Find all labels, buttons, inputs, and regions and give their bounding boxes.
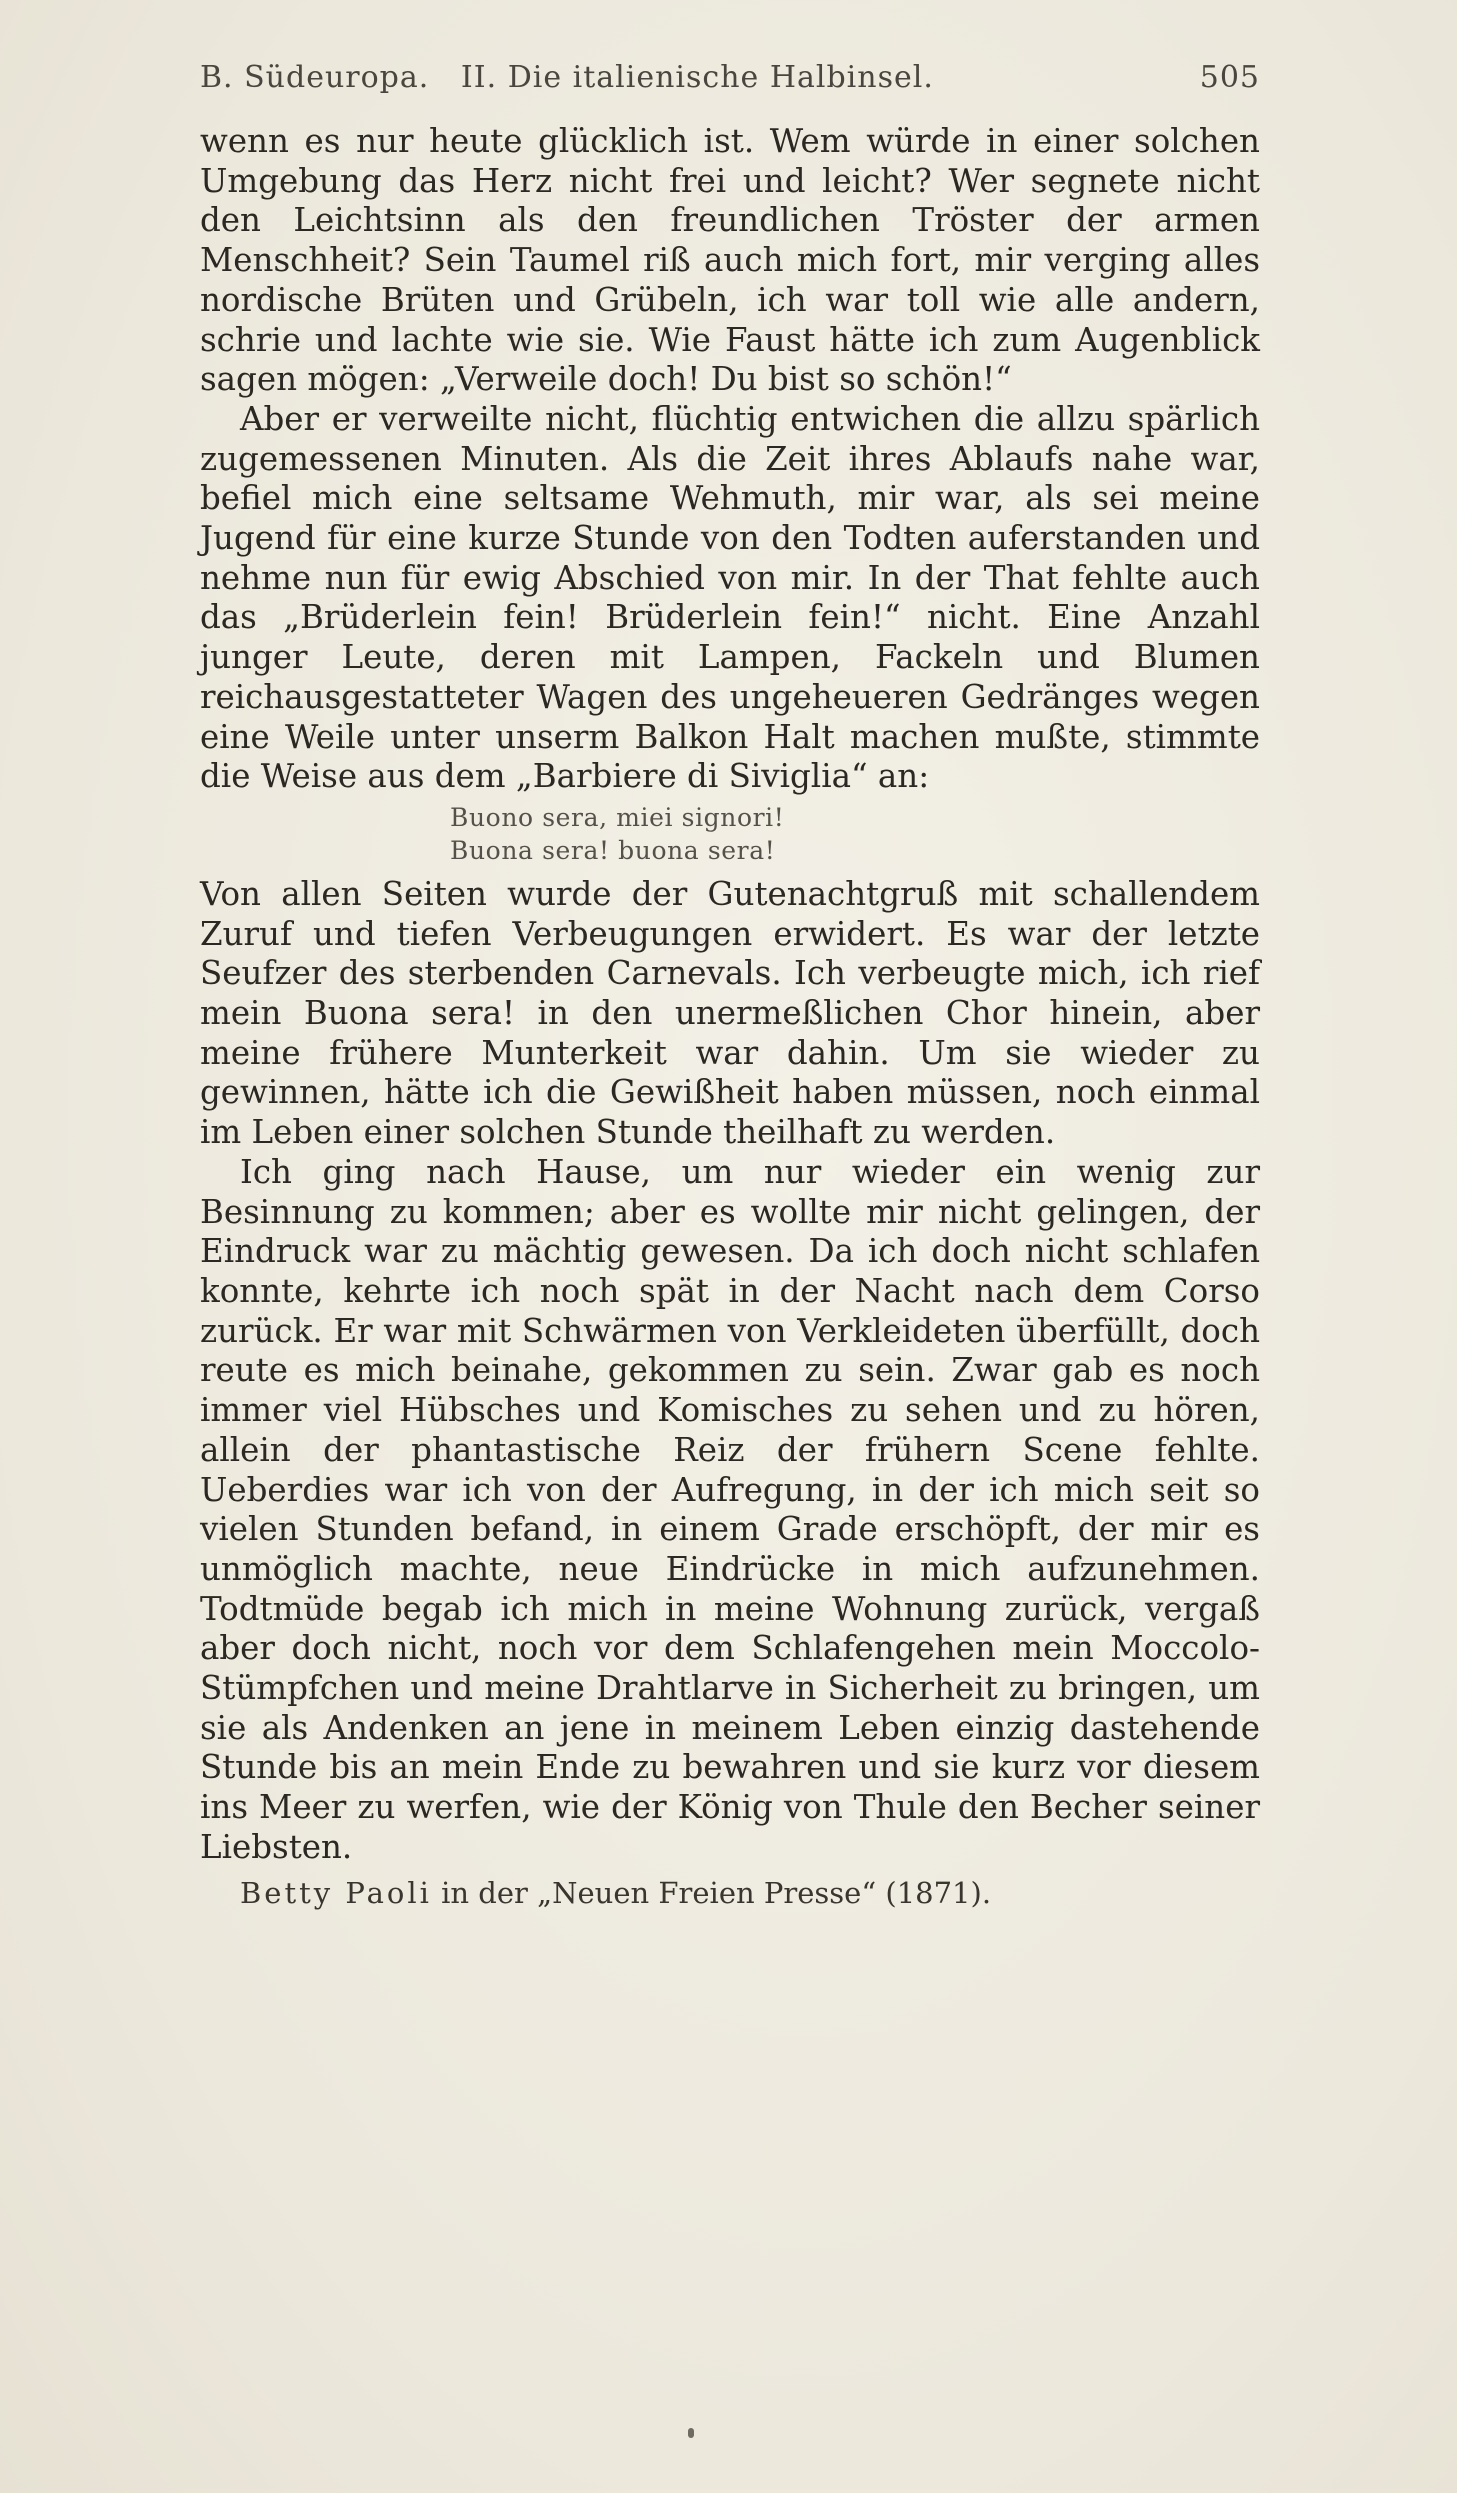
running-head-section bbox=[200, 60, 934, 95]
verse-line-1: Buono sera, miei signori! bbox=[450, 802, 785, 832]
song-verse bbox=[450, 801, 1260, 867]
section-title: B. Südeuropa. bbox=[200, 60, 430, 95]
paragraph-4: Ich ging nach Hause, um nur wieder ein wenig zur Besinnung zu kommen; aber es wollte mir nicht gelingen, der Eindruck war zu mächtig gewesen. Da ich doch nicht schlafen konnte, kehrte ich noch spät in der Nacht nach dem Corso zurück. Er war mit Schwärmen von Verkleideten überfüllt, doch reute es mich beinahe, gekommen zu sein. Zwar gab es noch immer viel Hübsches und Komisches zu sehen und zu hören, allein der phantastische Reiz der frühern Scene fehlte. Ueberdies war ich von der Aufregung, in der ich mich seit so vielen Stunden befand, in einem Grade erschöpft, der mir es unmöglich machte, neue Eindrücke in mich aufzunehmen. Todtmüde begab ich mich in meine Wohnung zurück, vergaß aber doch nicht, noch vor dem Schlafengehen mein Moccolo-Stümpfchen und meine Drahtlarve in Sicherheit zu bringen, um sie als Andenken an jene in meinem Leben einzig dastehende Stunde bis an mein Ende zu bewahren und sie kurz vor diesem ins Meer zu werfen, wie der König von Thule den Becher seiner Liebsten. bbox=[200, 1152, 1260, 1866]
paragraph-3: Von allen Seiten wurde der Gutenachtgruß mit schallendem Zuruf und tiefen Verbeugungen erwidert. Es war der letzte Seufzer des sterbenden Carnevals. Ich verbeugte mich, ich rief mein Buona sera! in den unermeßlichen Chor hinein, aber meine frühere Munterkeit war dahin. Um sie wieder zu gewinnen, hätte ich die Gewißheit haben müssen, noch einmal im Leben einer solchen Stunde theilhaft zu werden. bbox=[200, 874, 1260, 1152]
source-attribution bbox=[240, 1874, 1260, 1914]
paragraph-1: wenn es nur heute glücklich ist. Wem würde in einer solchen Umgebung das Herz nicht frei und leicht? Wer segnete nicht den Leichtsinn als den freundlichen Tröster der armen Menschheit? Sein Taumel riß auch mich fort, mir verging alles nordische Brüten und Grübeln, ich war toll wie alle andern, schrie und lachte wie sie. Wie Faust hätte ich zum Augenblick sagen mögen: „Verweile doch! Du bist so schön!“ bbox=[200, 122, 1260, 399]
paragraph-2: Aber er verweilte nicht, flüchtig entwichen die allzu spärlich zugemessenen Minuten. Als die Zeit ihres Ablaufs nahe war, befiel mich eine seltsame Wehmuth, mir war, als sei meine Jugend für eine kurze Stunde von den Todten auferstanden und nehme nun für ewig Abschied von mir. In der That fehlte auch das „Brüderlein fein! Brüderlein fein!“ nicht. Eine Anzahl junger Leute, deren mit Lampen, Fackeln und Blumen reichausgestatteter Wagen des ungeheueren Gedränges wegen eine Weile unter unserm Balkon Halt machen mußte, stimmte die Weise aus dem „Barbiere di Siviglia“ an: bbox=[200, 399, 1260, 796]
ink-speck bbox=[688, 2428, 694, 2438]
body-text bbox=[200, 122, 1260, 1913]
verse-line-2: Buona sera! buona sera! bbox=[450, 835, 776, 865]
chapter-title: II. Die italienische Halbinsel. bbox=[460, 60, 934, 95]
author-name: Betty Paoli bbox=[240, 1875, 432, 1910]
page-number: 505 bbox=[1199, 60, 1260, 95]
page-header bbox=[200, 60, 1260, 110]
source-citation: in der „Neuen Freien Presse“ (1871). bbox=[441, 1875, 992, 1910]
